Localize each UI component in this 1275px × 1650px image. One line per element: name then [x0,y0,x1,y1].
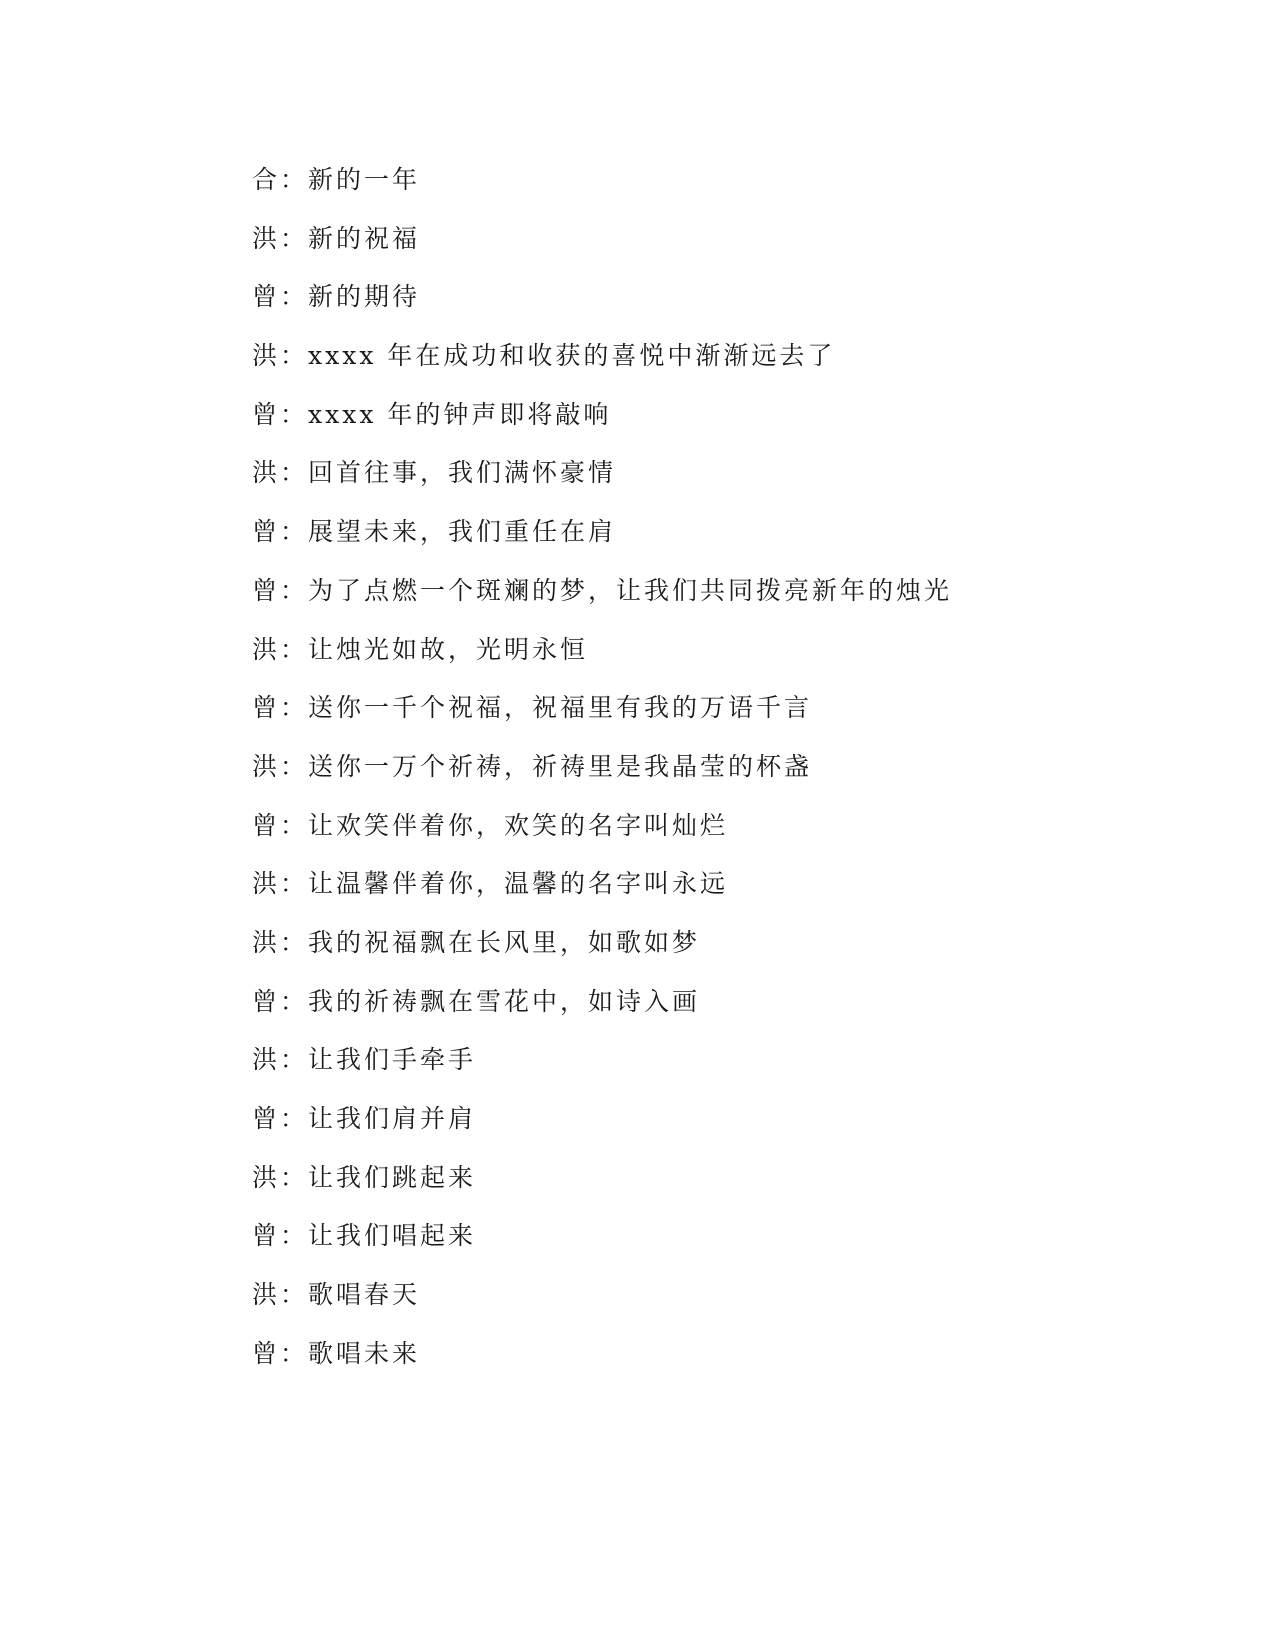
dialogue-line [252,864,1152,923]
dialogue-line [252,219,1152,278]
line-text: 让我们唱起来 [308,1221,477,1251]
speaker-label: 合： [252,165,309,194]
line-text: 让温馨伴着你，温馨的名字叫永远 [308,869,729,899]
dialogue-line [252,453,1152,512]
line-text: 新的祝福 [308,223,421,253]
line-text: xxxx 年的钟声即将敲响 [308,399,612,429]
speaker-label: 洪： [252,634,309,664]
line-text: 新的一年 [308,165,421,194]
dialogue-line [252,1216,1152,1275]
speaker-label: 洪： [252,1045,309,1075]
speaker-label: 洪： [252,1162,309,1192]
dialogue-list [252,160,1152,1392]
speaker-label: 曾： [252,1104,309,1133]
speaker-label: 洪： [252,869,309,899]
speaker-label: 洪： [252,341,309,371]
speaker-label: 曾： [252,282,309,312]
speaker-label: 洪： [252,751,309,781]
speaker-label: 曾： [252,399,309,429]
dialogue-line [252,571,1152,630]
speaker-label: 洪： [252,1280,309,1310]
speaker-label: 曾： [252,517,309,547]
dialogue-line [252,1040,1152,1099]
line-text: 我的祈祷飘在雪花中，如诗入画 [308,986,701,1016]
dialogue-line [252,395,1152,454]
line-text: 新的期待 [308,282,421,312]
dialogue-line [252,277,1152,336]
speaker-label: 洪： [252,927,309,957]
dialogue-line [252,1275,1152,1334]
speaker-label: 曾： [252,693,309,723]
line-text: 让烛光如故，光明永恒 [308,634,589,664]
speaker-label: 洪： [252,223,309,253]
line-text: 让欢笑伴着你，欢笑的名字叫灿烂 [308,810,729,840]
line-text: 展望未来，我们重任在肩 [308,517,617,547]
dialogue-line [252,982,1152,1041]
speaker-label: 曾： [252,1221,309,1251]
dialogue-line [252,806,1152,865]
line-text: xxxx 年在成功和收获的喜悦中渐渐远去了 [308,341,836,371]
dialogue-line [252,512,1152,571]
speaker-label: 曾： [252,575,309,605]
speaker-label: 洪： [252,458,309,488]
line-text: 回首往事，我们满怀豪情 [308,458,617,488]
line-text: 送你一万个祈祷，祈祷里是我晶莹的杯盏 [308,751,813,781]
speaker-label: 曾： [252,986,309,1016]
dialogue-line [252,630,1152,689]
line-text: 我的祝福飘在长风里，如歌如梦 [308,927,701,957]
dialogue-line [252,923,1152,982]
line-text: 为了点燃一个斑斓的梦，让我们共同拨亮新年的烛光 [308,575,953,605]
dialogue-line [252,1158,1152,1217]
line-text: 让我们肩并肩 [308,1104,477,1133]
dialogue-line [252,160,1152,219]
dialogue-line [252,688,1152,747]
dialogue-line [252,747,1152,806]
line-text: 歌唱春天 [308,1280,421,1310]
line-text: 让我们跳起来 [308,1162,477,1192]
line-text: 歌唱未来 [308,1338,421,1368]
line-text: 送你一千个祝福，祝福里有我的万语千言 [308,693,813,723]
line-text: 让我们手牵手 [308,1045,477,1075]
dialogue-line [252,336,1152,395]
speaker-label: 曾： [252,1338,309,1368]
speaker-label: 曾： [252,810,309,840]
dialogue-line [252,1099,1152,1158]
dialogue-line [252,1334,1152,1393]
